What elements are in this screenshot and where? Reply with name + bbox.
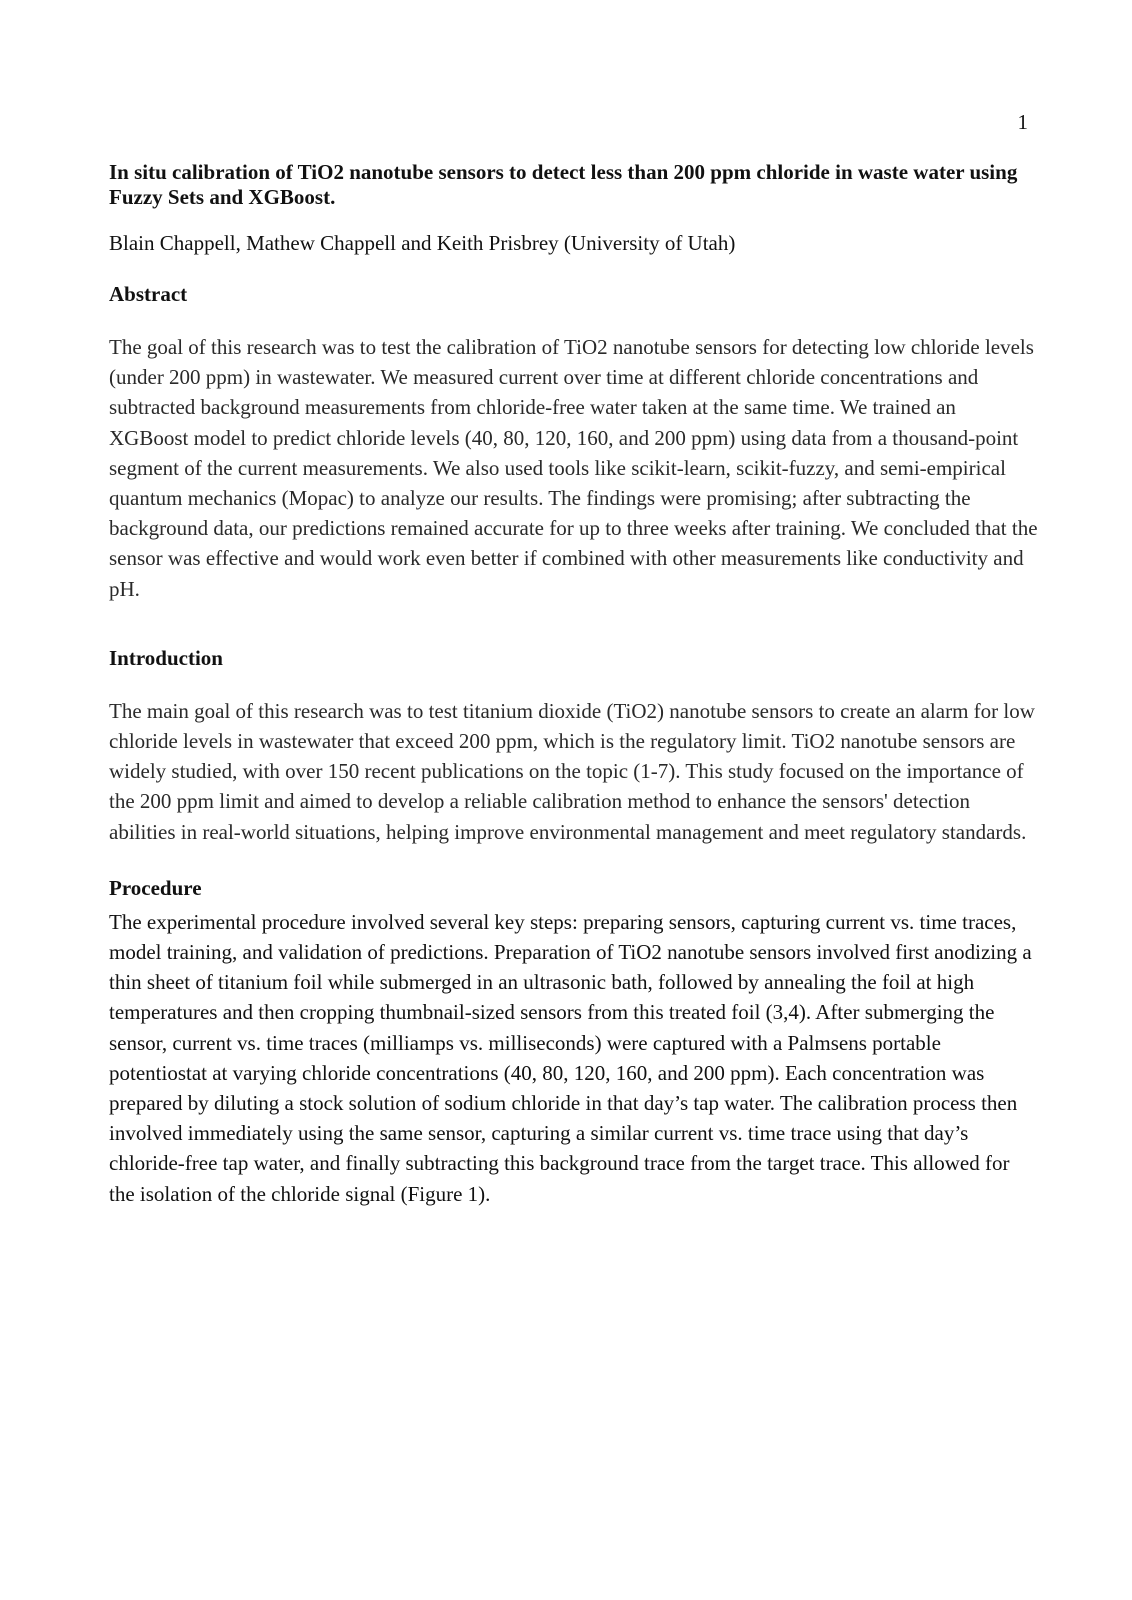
procedure-heading: Procedure	[109, 875, 202, 900]
page-number: 1	[1017, 110, 1028, 134]
procedure-text: The experimental procedure involved several key steps: preparing sensors, capturing current vs. time traces, model training, and validation of predictions. Preparation of TiO2 nanotube sensors involved first anodizing a thin sheet of titanium foil while submerged in an ultrasonic bath, followed by annealing the foil at high temperatures and then cropping thumbnail-sized sensors from this treated foil (3,4). After submerging the sensor, current vs. time traces (milliamps vs. milliseconds) were captured with a Palmsens portable potentiostat at varying chloride concentrations (40, 80, 120, 160, and 200 ppm). Each concentration was prepared by diluting a stock solution of sodium chloride in that day’s tap water. The calibration process then involved immediately using the same sensor, capturing a similar current vs. time trace using that day’s chloride-free tap water, and finally subtracting this background trace from the target trace. This allowed for the isolation of the chloride signal (Figure 1).	[109, 909, 1032, 1206]
paper-title: In situ calibration of TiO2 nanotube sensors to detect less than 200 ppm chloride in waste water using Fuzzy Sets and XGBoost.	[109, 160, 1018, 209]
abstract-heading: Abstract	[109, 282, 188, 306]
abstract-text: The goal of this research was to test the calibration of TiO2 nanotube sensors for detecting low chloride levels (under 200 ppm) in wastewater. We measured current over time at different chloride concentrations and subtracted background measurements from chloride-free water taken at the same time. We trained an XGBoost model to predict chloride levels (40, 80, 120, 160, and 200 ppm) using data from a thousand-point segment of the current measurements. We also used tools like scikit-learn, scikit-fuzzy, and semi-empirical quantum mechanics (Mopac) to analyze our results. The findings were promising; after subtracting the background data, our predictions remained accurate for up to three weeks after training. We concluded that the sensor was effective and would work even better if combined with other measurements like conductivity and pH.	[109, 335, 1038, 601]
paper-authors: Blain Chappell, Mathew Chappell and Keith Prisbrey (University of Utah)	[109, 231, 736, 255]
introduction-heading: Introduction	[109, 645, 223, 670]
introduction-text: The main goal of this research was to test titanium dioxide (TiO2) nanotube sensors to create an alarm for low chloride levels in wastewater that exceed 200 ppm, which is the regulatory limit. TiO2 nanotube sensors are widely studied, with over 150 recent publications on the topic (1-7). This study focused on the importance of the 200 ppm limit and aimed to develop a reliable calibration method to enhance the sensors' detection abilities in real-world situations, helping improve environmental management and meet regulatory standards.	[109, 698, 1035, 844]
paper-content	[109, 160, 1039, 1209]
